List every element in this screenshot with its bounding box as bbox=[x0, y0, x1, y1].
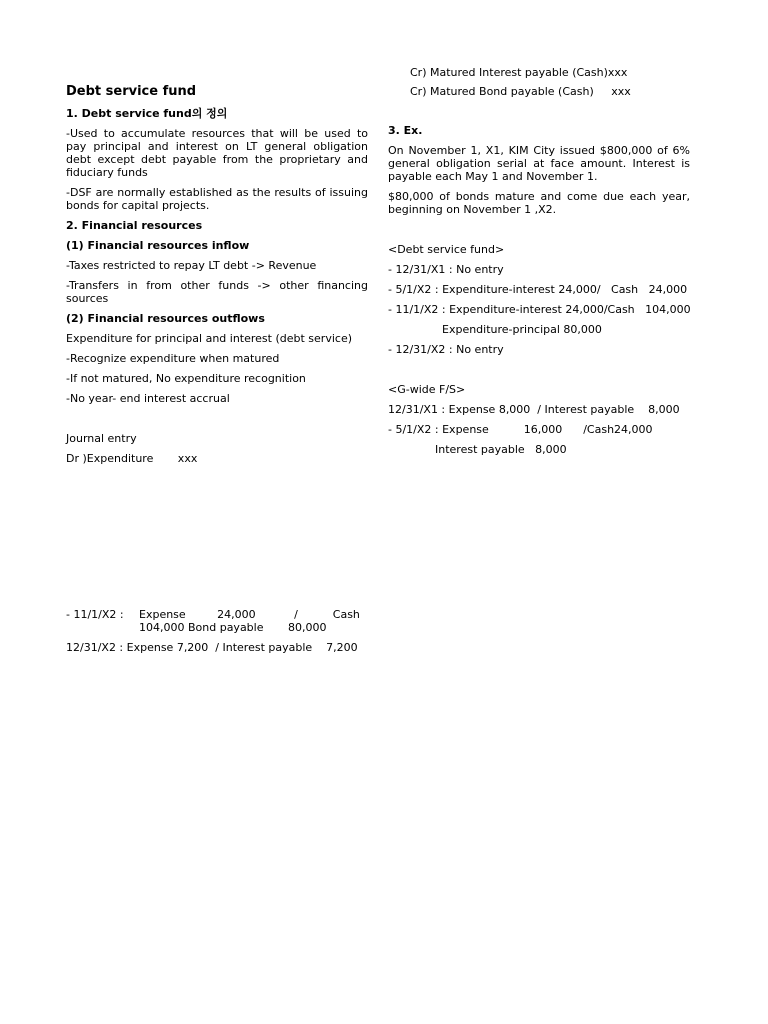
gwide-label: <G-wide F/S> bbox=[388, 383, 466, 396]
journal-entry-debit: Dr )Expenditure xxx bbox=[66, 452, 198, 465]
journal-entry-credit-bond: Cr) Matured Bond payable (Cash) xxx bbox=[410, 85, 631, 98]
journal-entry-label: Journal entry bbox=[66, 432, 137, 445]
dsf-entry-2: - 5/1/X2 : Expenditure-interest 24,000/ Cash 24,000 bbox=[388, 283, 688, 296]
outflow-item-debt-service: Expenditure for principal and interest (debt service) bbox=[66, 332, 352, 345]
example-paragraph-1: On November 1, X1, KIM City issued $800,000 of 6% general obligation serial at face amount. Interest is payable each May 1 and November 1. bbox=[388, 144, 690, 183]
journal-entry-credit-interest: Cr) Matured Interest payable (Cash)xxx bbox=[410, 66, 628, 79]
dsf-entry-3-principal: Expenditure-principal 80,000 bbox=[442, 323, 602, 336]
spacer bbox=[388, 363, 690, 383]
outflow-item-not-matured: -If not matured, No expenditure recognition bbox=[66, 372, 306, 385]
dsf-label: <Debt service fund> bbox=[388, 243, 505, 256]
inflow-item-transfers: -Transfers in from other funds -> other financing sources bbox=[66, 279, 368, 305]
gwide-entry-3-line-2: 104,000 Bond payable 80,000 bbox=[139, 621, 327, 634]
page-title: Debt service fund bbox=[66, 84, 197, 99]
gwide-entry-3-body bbox=[139, 608, 368, 634]
gwide-entry-3-date: - 11/1/X2 : bbox=[66, 608, 124, 621]
spacer bbox=[388, 223, 690, 243]
dsf-entry-4: - 12/31/X2 : No entry bbox=[388, 343, 504, 356]
gwide-entry-3-line-1: Expense 24,000 / Cash bbox=[139, 608, 360, 621]
example-paragraph-2: $80,000 of bonds mature and come due each year, beginning on November 1 ,X2. bbox=[388, 190, 690, 216]
outflow-item-no-accrual: -No year- end interest accrual bbox=[66, 392, 230, 405]
gwide-entry-4: 12/31/X2 : Expense 7,200 / Interest payable 7,200 bbox=[66, 641, 358, 654]
gwide-entry-1: 12/31/X1 : Expense 8,000 / Interest payable 8,000 bbox=[388, 403, 680, 416]
inflow-item-taxes: -Taxes restricted to repay LT debt -> Revenue bbox=[66, 259, 317, 272]
section-1-heading: 1. Debt service fund의 정의 bbox=[66, 107, 228, 120]
bottom-left-block bbox=[66, 608, 368, 661]
dsf-entry-3: - 11/1/X2 : Expenditure-interest 24,000/Cash 104,000 bbox=[388, 303, 691, 316]
gwide-entry-3 bbox=[66, 608, 368, 634]
inflow-heading: (1) Financial resources inflow bbox=[66, 239, 250, 252]
spacer bbox=[388, 104, 690, 124]
gwide-entry-2-interest: Interest payable 8,000 bbox=[435, 443, 567, 456]
gwide-entry-2: - 5/1/X2 : Expense 16,000 /Cash24,000 bbox=[388, 423, 653, 436]
dsf-entry-1: - 12/31/X1 : No entry bbox=[388, 263, 504, 276]
section-1-paragraph-1: -Used to accumulate resources that will be used to pay principal and interest on LT general obligation debt except debt payable from the proprietary and fiduciary funds bbox=[66, 127, 368, 179]
section-2-heading: 2. Financial resources bbox=[66, 219, 203, 232]
section-1-paragraph-2: -DSF are normally established as the results of issuing bonds for capital projects. bbox=[66, 186, 368, 212]
outflow-item-recognize: -Recognize expenditure when matured bbox=[66, 352, 280, 365]
right-column bbox=[388, 66, 690, 463]
spacer bbox=[66, 412, 368, 432]
outflow-heading: (2) Financial resources outflows bbox=[66, 312, 265, 325]
section-3-heading: 3. Ex. bbox=[388, 124, 423, 137]
left-column bbox=[66, 84, 368, 472]
